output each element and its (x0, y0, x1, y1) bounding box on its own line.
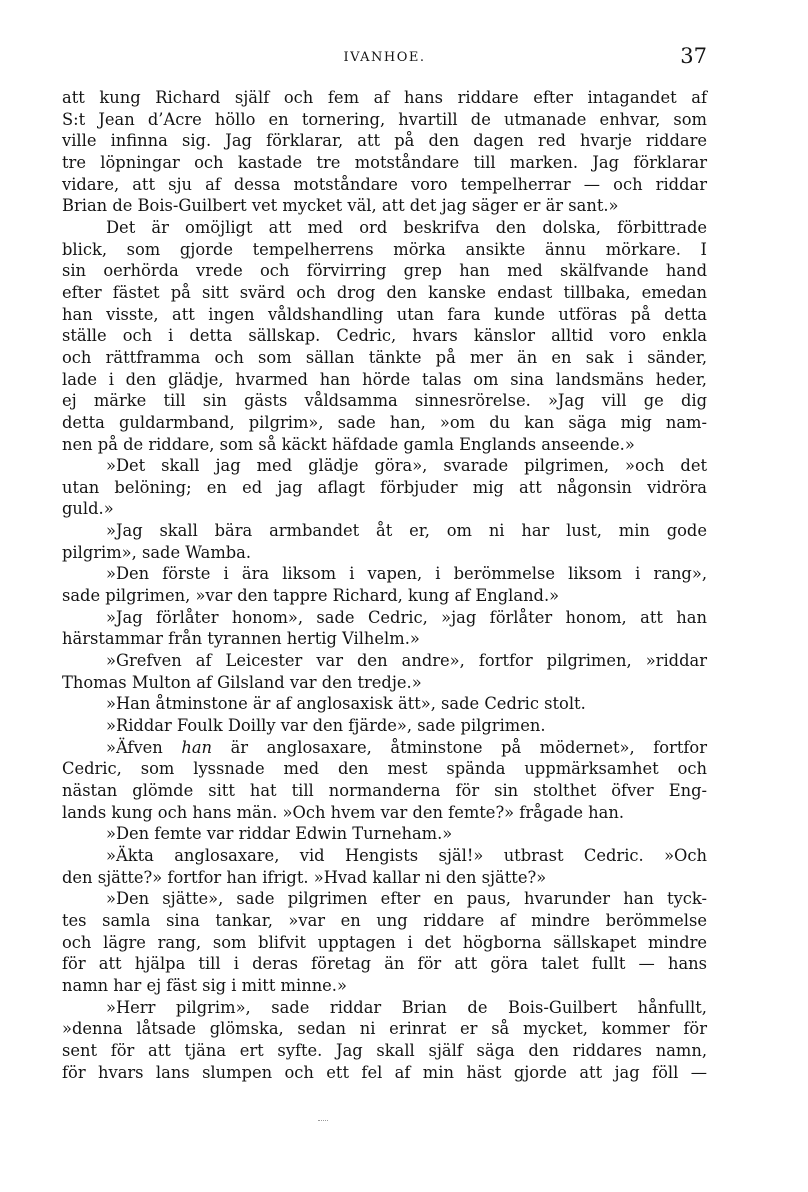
text-run: är anglosaxare, åtminstone på mödernet», fortfor (230, 737, 707, 757)
text-line: nästan glömde sitt hat till normanderna för sin stolthet öfver Eng- (62, 781, 707, 800)
text-line: lade i den glädje, hvarmed han hörde talas om sina landsmäns heder, (62, 369, 707, 389)
text-line: Thomas Multon af Gilsland var den tredje.» (62, 672, 422, 692)
running-title: IVANHOE. (343, 50, 426, 65)
text-line: »Han åtminstone är af anglosaxisk ätt», sade Cedric stolt. (106, 694, 586, 714)
body-text (62, 87, 707, 1083)
text-line: ej märke till sin gästs våldsamma sinnesrörelse. »Jag vill ge dig (62, 391, 707, 411)
text-line: sin oerhörda vrede och förvirring grep han med skälfvande hand (62, 261, 707, 281)
text-line: guld.» (62, 499, 114, 519)
text-line: »Äkta anglosaxare, vid Hengists själ!» utbrast Cedric. »Och (106, 845, 707, 865)
text-line: tre löpningar och kastade tre motståndare till marken. Jag förklarar (62, 152, 707, 172)
text-run: »Äfven (106, 737, 163, 757)
text-line: ställe och i detta sällskap. Cedric, hvars känslor alltid voro enkla (62, 326, 707, 346)
text-line: efter fästet på sitt svärd och drog den kanske endast tillbaka, emedan (62, 282, 707, 302)
text-line: »Jag skall bära armbandet åt er, om ni har lust, min gode (106, 521, 707, 541)
text-line: han visste, att ingen våldshandling utan fara kunde utföras på detta (62, 304, 707, 324)
text-line: ville infinna sig. Jag förklarar, att på den dagen red hvarje riddare (62, 131, 707, 151)
text-line: »denna låtsade glömska, sedan ni erinrat er så mycket, kommer för (62, 1019, 707, 1039)
text-line: Det är omöjligt att med ord beskrifva den dolska, förbittrade (106, 217, 707, 237)
text-line: »Riddar Foulk Doilly var den fjärde», sade pilgrimen. (106, 716, 546, 736)
text-line: pilgrim», sade Wamba. (62, 542, 252, 562)
text-line: detta guldarmband, pilgrim», sade han, »om du kan säga mig nam- (62, 412, 707, 432)
print-smudge (318, 1120, 328, 1124)
text-line: tes samla sina tankar, »var en ung riddare af mindre berömmelse (62, 910, 707, 930)
text-line: och lägre rang, som blifvit upptagen i det högborna sällskapet mindre (62, 932, 707, 952)
page-number: 37 (680, 44, 707, 68)
italic-word: han (181, 737, 213, 757)
text-line: »Den förste i ära liksom i vapen, i berömmelse liksom i rang», (106, 564, 707, 584)
text-line: »Den sjätte», sade pilgrimen efter en paus, hvarunder han tyck- (106, 889, 707, 909)
text-line: för hvars lans slumpen och ett fel af min häst gjorde att jag föll — (62, 1062, 707, 1082)
text-line: blick, som gjorde tempelherrens mörka ansikte ännu mörkare. I (62, 239, 707, 259)
text-line: den sjätte?» fortfor han ifrigt. »Hvad kallar ni den sjätte?» (62, 867, 547, 887)
text-line: och rättframma och som sällan tänkte på mer än en sak i sänder, (62, 347, 707, 367)
text-line: Brian de Bois-Guilbert vet mycket väl, att det jag säger er är sant.» (62, 196, 619, 216)
running-head (62, 44, 707, 74)
text-line: »Den femte var riddar Edwin Turneham.» (106, 824, 453, 844)
text-line: utan belöning; en ed jag aflagt förbjuder mig att någonsin vidröra (62, 477, 707, 497)
text-line: »Grefven af Leicester var den andre», fortfor pilgrimen, »riddar (106, 651, 707, 671)
text-line: »Herr pilgrim», sade riddar Brian de Bois-Guilbert hånfullt, (106, 997, 707, 1017)
text-line: Cedric, som lyssnade med den mest spända uppmärksamhet och (62, 759, 707, 779)
text-line: »Det skall jag med glädje göra», svarade pilgrimen, »och det (106, 456, 707, 476)
text-line: härstammar från tyrannen hertig Vilhelm.» (62, 629, 420, 649)
text-line: sent för att tjäna ert syfte. Jag skall själf säga den riddares namn, (62, 1040, 707, 1060)
text-line (62, 737, 707, 759)
text-line: lands kung och hans män. »Och hvem var den femte?» frågade han. (62, 802, 625, 822)
text-line: namn har ej fäst sig i mitt minne.» (62, 975, 347, 995)
text-line: S:t Jean d’Acre höllo en tornering, hvartill de utmanade enhvar, som (62, 109, 707, 129)
text-line: sade pilgrimen, »var den tappre Richard, kung af England.» (62, 586, 560, 606)
text-line: för att hjälpa till i deras företag än för att göra talet fullt — hans (62, 954, 707, 974)
text-line: att kung Richard själf och fem af hans riddare efter intagandet af (62, 88, 707, 107)
text-line: nen på de riddare, som så käckt häfdade gamla Englands anseende.» (62, 434, 635, 454)
text-line: »Jag förlåter honom», sade Cedric, »jag förlåter honom, att han (106, 607, 707, 627)
text-line: vidare, att sju af dessa motståndare voro tempelherrar — och riddar (62, 174, 707, 194)
